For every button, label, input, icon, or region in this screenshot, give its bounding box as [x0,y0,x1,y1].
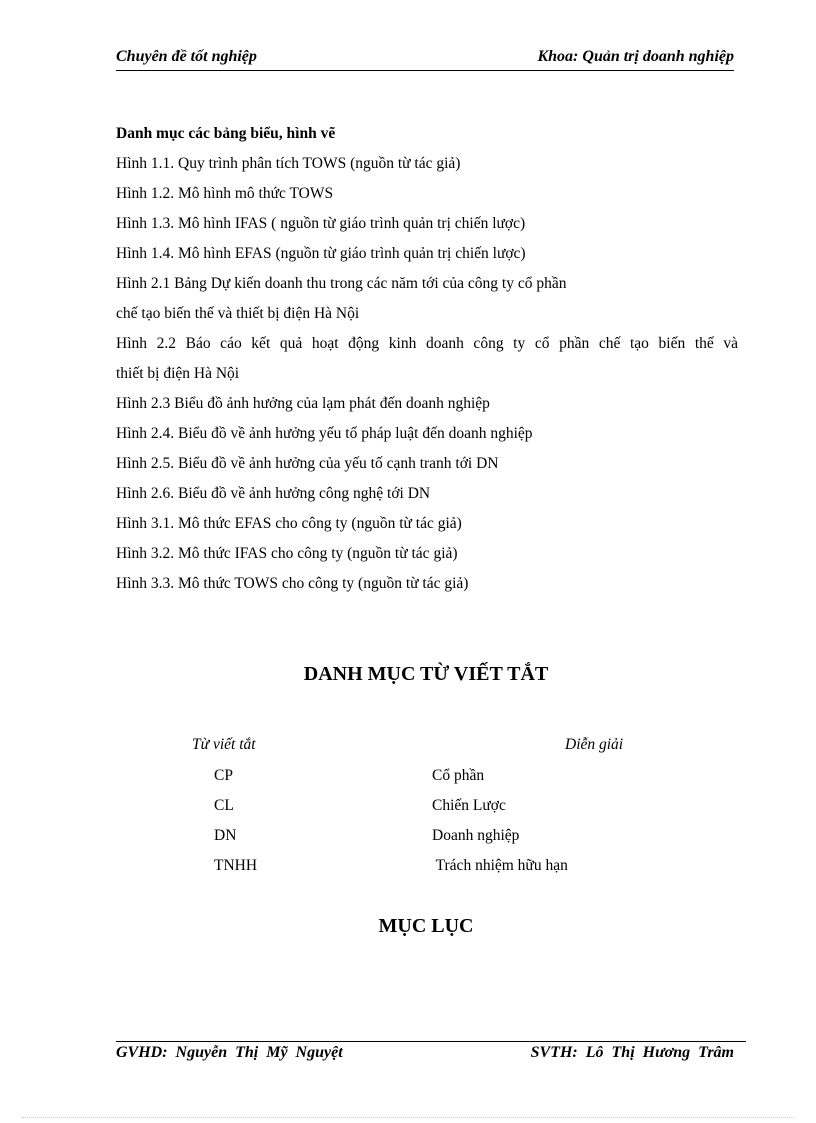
figure-item: Hình 2.5. Biểu đồ về ảnh hưởng của yếu tố cạnh tranh tới DN [116,455,499,472]
table-of-contents-title: MỤC LỤC [378,915,474,937]
figures-list-heading: Danh mục các bảng biểu, hình vẽ [116,125,336,142]
figure-item: Hình 1.3. Mô hình IFAS ( nguồn từ giáo trình quản trị chiến lược) [116,215,526,232]
abbreviation-row [0,857,816,879]
figure-item-continued: thiết bị điện Hà Nội [116,365,240,382]
figure-item: Hình 2.2 Báo cáo kết quả hoạt động kinh doanh công ty cổ phần chế tạo biến thế và [116,335,738,352]
abbreviations-title: DANH MỤC TỪ VIẾT TẮT [303,663,549,685]
abbreviation-code: DN [214,827,237,844]
abbreviation-meaning: Cổ phần [432,767,485,784]
meaning-column-header: Diễn giải [565,736,624,753]
abbreviation-row [0,767,816,789]
footer-student: SVTH: Lô Thị Hương Trâm [530,1044,734,1061]
figure-item: Hình 1.1. Quy trình phân tích TOWS (nguồn từ tác giả) [116,155,461,172]
header-faculty: Khoa: Quản trị doanh nghiệp [537,48,734,65]
figure-item: Hình 1.2. Mô hình mô thức TOWS [116,185,334,202]
figure-item: Hình 3.2. Mô thức IFAS cho công ty (nguồn từ tác giả) [116,545,458,562]
abbreviation-row [0,797,816,819]
abbreviation-code: TNHH [214,857,258,874]
figure-item-continued: chế tạo biến thế và thiết bị điện Hà Nội [116,305,360,322]
abbreviation-meaning: Chiến Lược [432,797,506,814]
figure-item: Hình 2.6. Biểu đồ về ảnh hưởng công nghệ tới DN [116,485,431,502]
abbreviation-code: CL [214,797,234,814]
abbreviation-code: CP [214,767,233,784]
page-edge-divider [22,1117,794,1118]
page-footer [116,1041,746,1066]
figure-item: Hình 2.1 Bảng Dự kiến doanh thu trong các năm tới của công ty cổ phần [116,275,567,292]
figure-item: Hình 3.1. Mô thức EFAS cho công ty (nguồn từ tác giả) [116,515,462,532]
abbreviation-column-header: Từ viết tắt [192,736,256,753]
figure-item: Hình 1.4. Mô hình EFAS (nguồn từ giáo trình quản trị chiến lược) [116,245,526,262]
figure-item: Hình 2.4. Biểu đồ về ảnh hưởng yếu tố pháp luật đến doanh nghiệp [116,425,533,442]
abbreviation-meaning: Doanh nghiệp [432,827,520,844]
footer-supervisor: GVHD: Nguyễn Thị Mỹ Nguyệt [116,1044,343,1061]
abbreviation-row [0,827,816,849]
page-header [116,48,734,71]
figures-list [116,154,738,604]
figure-item: Hình 3.3. Mô thức TOWS cho công ty (nguồn từ tác giả) [116,575,469,592]
abbreviation-meaning: Trách nhiệm hữu hạn [432,857,568,874]
figure-item: Hình 2.3 Biểu đồ ảnh hưởng của lạm phát đến doanh nghiệp [116,395,490,412]
header-subject: Chuyên đề tốt nghiệp [116,48,257,65]
